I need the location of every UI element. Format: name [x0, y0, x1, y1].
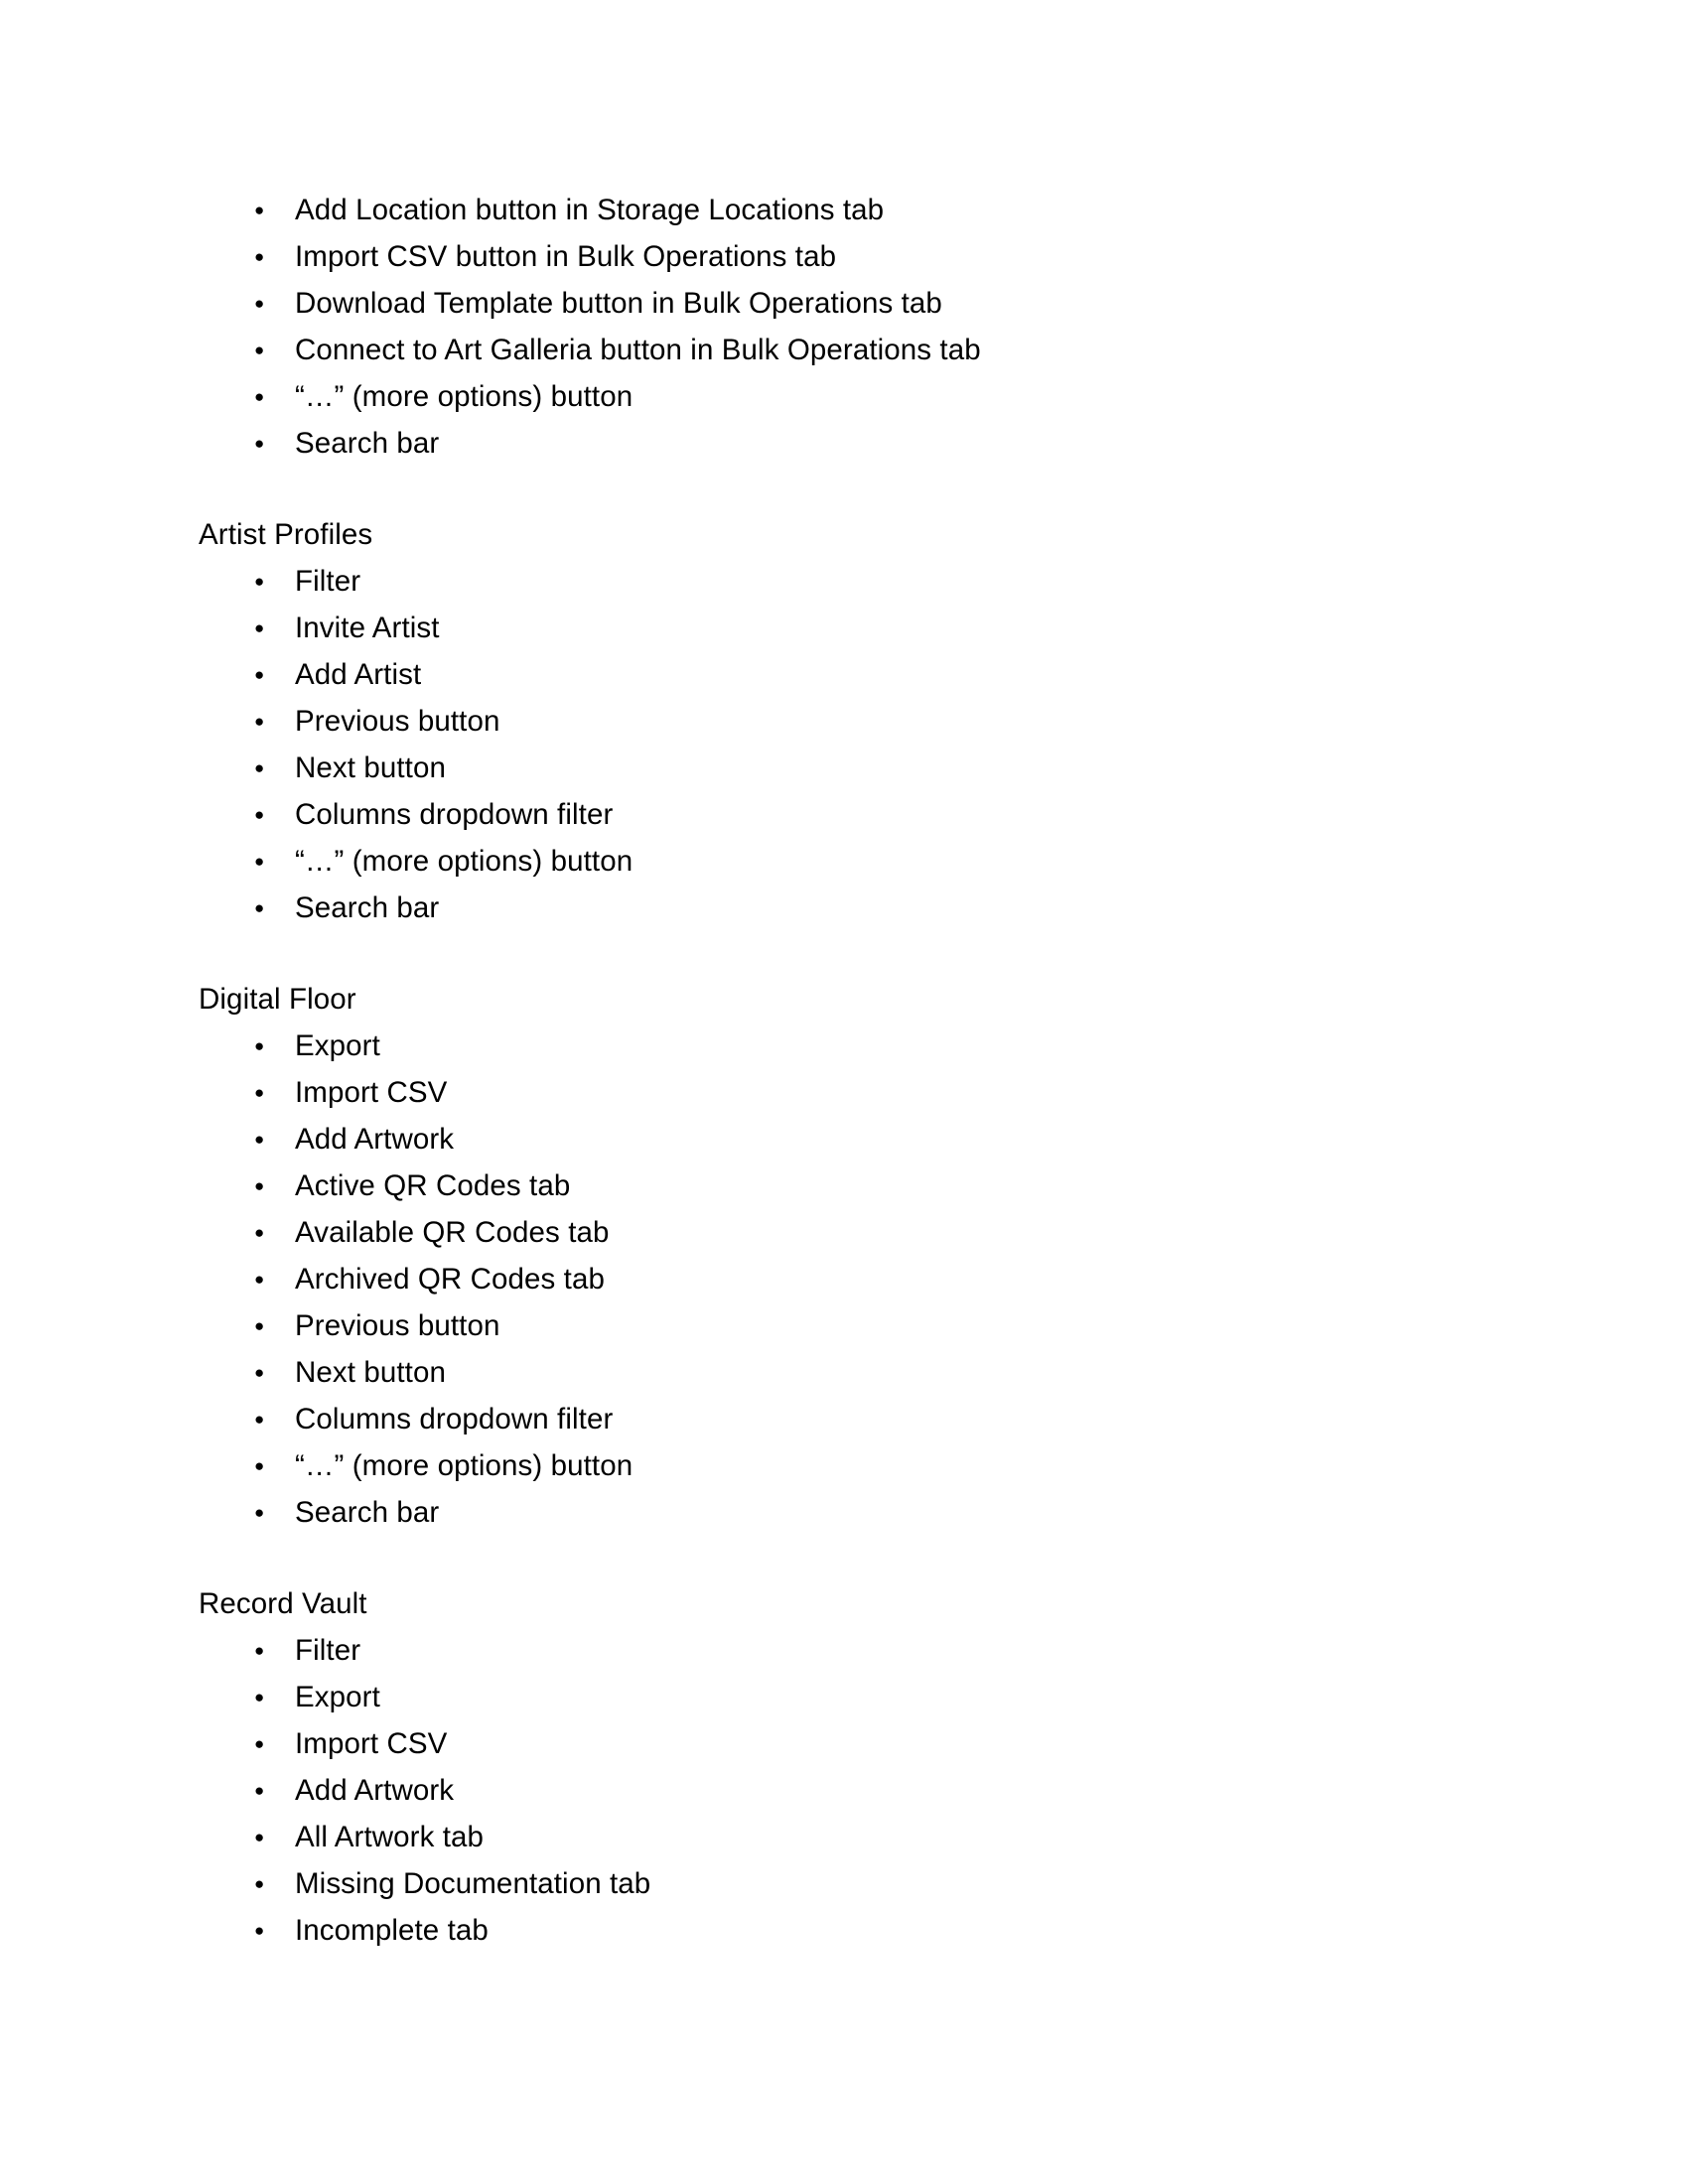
list-item-label: “…” (more options) button	[295, 380, 633, 413]
bullet-point-icon	[254, 605, 268, 652]
list-item	[199, 420, 1470, 467]
bullet-point-icon	[254, 233, 268, 281]
list-item-label: Search bar	[295, 1496, 440, 1529]
bullet-point-icon	[254, 1209, 268, 1257]
list-item-label: Previous button	[295, 705, 500, 738]
list-item	[199, 1442, 1470, 1489]
list-item-label: Import CSV	[295, 1727, 448, 1760]
bullet-point-icon	[254, 373, 268, 421]
bullet-point-icon	[254, 420, 268, 468]
list-item-label: Missing Documentation tab	[295, 1867, 651, 1900]
bullet-point-icon	[254, 187, 268, 234]
list-item	[199, 373, 1470, 420]
list-item-label: Search bar	[295, 427, 440, 460]
list-item-label: Add Artwork	[295, 1774, 455, 1807]
document-section	[199, 976, 1470, 1536]
list-item	[199, 1627, 1470, 1674]
list-item	[199, 1767, 1470, 1814]
list-item-label: Next button	[295, 1356, 446, 1389]
bullet-point-icon	[254, 1720, 268, 1768]
list-item	[199, 1674, 1470, 1720]
section-heading: Digital Floor	[199, 983, 356, 1016]
list-item-label: Add Artist	[295, 658, 422, 691]
bullet-point-icon	[254, 558, 268, 606]
list-item-label: All Artwork tab	[295, 1821, 485, 1853]
list-item	[199, 745, 1470, 791]
section-bullet-list	[199, 558, 1470, 931]
list-item-label: Add Location button in Storage Locations tab	[295, 194, 885, 226]
bullet-point-icon	[254, 327, 268, 374]
list-item-label: Add Artwork	[295, 1123, 455, 1156]
bullet-point-icon	[254, 1627, 268, 1675]
bullet-point-icon	[254, 1256, 268, 1303]
list-item	[199, 1860, 1470, 1907]
bullet-point-icon	[254, 885, 268, 932]
section-bullet-list	[199, 1627, 1470, 1954]
list-item	[199, 1023, 1470, 1069]
list-item-label: Columns dropdown filter	[295, 798, 614, 831]
bullet-point-icon	[254, 1814, 268, 1861]
section-spacer	[199, 1536, 1470, 1580]
list-item-label: “…” (more options) button	[295, 1449, 633, 1482]
list-item	[199, 1396, 1470, 1442]
list-item	[199, 327, 1470, 373]
list-item-label: Columns dropdown filter	[295, 1403, 614, 1435]
list-item-label: Export	[295, 1681, 380, 1713]
list-item	[199, 651, 1470, 698]
list-item	[199, 280, 1470, 327]
bullet-point-icon	[254, 791, 268, 839]
list-item-label: Available QR Codes tab	[295, 1216, 610, 1249]
bullet-point-icon	[254, 1162, 268, 1210]
bullet-point-icon	[254, 1767, 268, 1815]
list-item	[199, 1209, 1470, 1256]
bullet-point-icon	[254, 1023, 268, 1070]
bullet-point-icon	[254, 1302, 268, 1350]
bullet-point-icon	[254, 651, 268, 699]
list-item	[199, 233, 1470, 280]
bullet-point-icon	[254, 1674, 268, 1721]
list-item	[199, 605, 1470, 651]
bullet-point-icon	[254, 1069, 268, 1117]
list-item-label: Next button	[295, 751, 446, 784]
list-item-label: Filter	[295, 565, 361, 598]
bullet-point-icon	[254, 838, 268, 886]
section-bullet-list	[199, 1023, 1470, 1536]
bullet-point-icon	[254, 1489, 268, 1537]
document-section	[199, 511, 1470, 931]
section-spacer	[199, 931, 1470, 976]
bullet-point-icon	[254, 1442, 268, 1490]
list-item	[199, 1814, 1470, 1860]
list-item-label: Invite Artist	[295, 612, 440, 644]
list-item	[199, 1302, 1470, 1349]
list-item	[199, 1349, 1470, 1396]
document-body	[199, 187, 1470, 1954]
document-section	[199, 1580, 1470, 1954]
list-item-label: Incomplete tab	[295, 1914, 489, 1947]
list-item	[199, 1720, 1470, 1767]
list-item	[199, 187, 1470, 233]
bullet-point-icon	[254, 1116, 268, 1163]
bullet-point-icon	[254, 1349, 268, 1397]
list-item-label: Archived QR Codes tab	[295, 1263, 605, 1296]
list-item	[199, 1116, 1470, 1162]
continuation-bullet-list	[199, 187, 1470, 467]
list-item-label: Download Template button in Bulk Operations tab	[295, 287, 942, 320]
list-item	[199, 885, 1470, 931]
list-item	[199, 1256, 1470, 1302]
list-item	[199, 558, 1470, 605]
bullet-point-icon	[254, 698, 268, 746]
list-item	[199, 698, 1470, 745]
bullet-point-icon	[254, 1860, 268, 1908]
list-item-label: Export	[295, 1029, 380, 1062]
bullet-point-icon	[254, 280, 268, 328]
bullet-point-icon	[254, 1396, 268, 1443]
list-item-label: Import CSV button in Bulk Operations tab	[295, 240, 837, 273]
section-heading: Record Vault	[199, 1587, 367, 1620]
bullet-point-icon	[254, 745, 268, 792]
list-item-label: Search bar	[295, 891, 440, 924]
list-item-label: “…” (more options) button	[295, 845, 633, 878]
section-spacer	[199, 467, 1470, 511]
list-item-label: Active QR Codes tab	[295, 1169, 571, 1202]
list-item-label: Previous button	[295, 1309, 500, 1342]
section-heading: Artist Profiles	[199, 518, 373, 551]
list-item-label: Connect to Art Galleria button in Bulk Operations tab	[295, 334, 981, 366]
list-item	[199, 1069, 1470, 1116]
list-item	[199, 791, 1470, 838]
list-item-label: Import CSV	[295, 1076, 448, 1109]
list-item	[199, 1907, 1470, 1954]
list-item	[199, 1162, 1470, 1209]
list-item-label: Filter	[295, 1634, 361, 1667]
sections-container	[199, 511, 1470, 1954]
bullet-point-icon	[254, 1907, 268, 1955]
list-item	[199, 1489, 1470, 1536]
list-item	[199, 838, 1470, 885]
